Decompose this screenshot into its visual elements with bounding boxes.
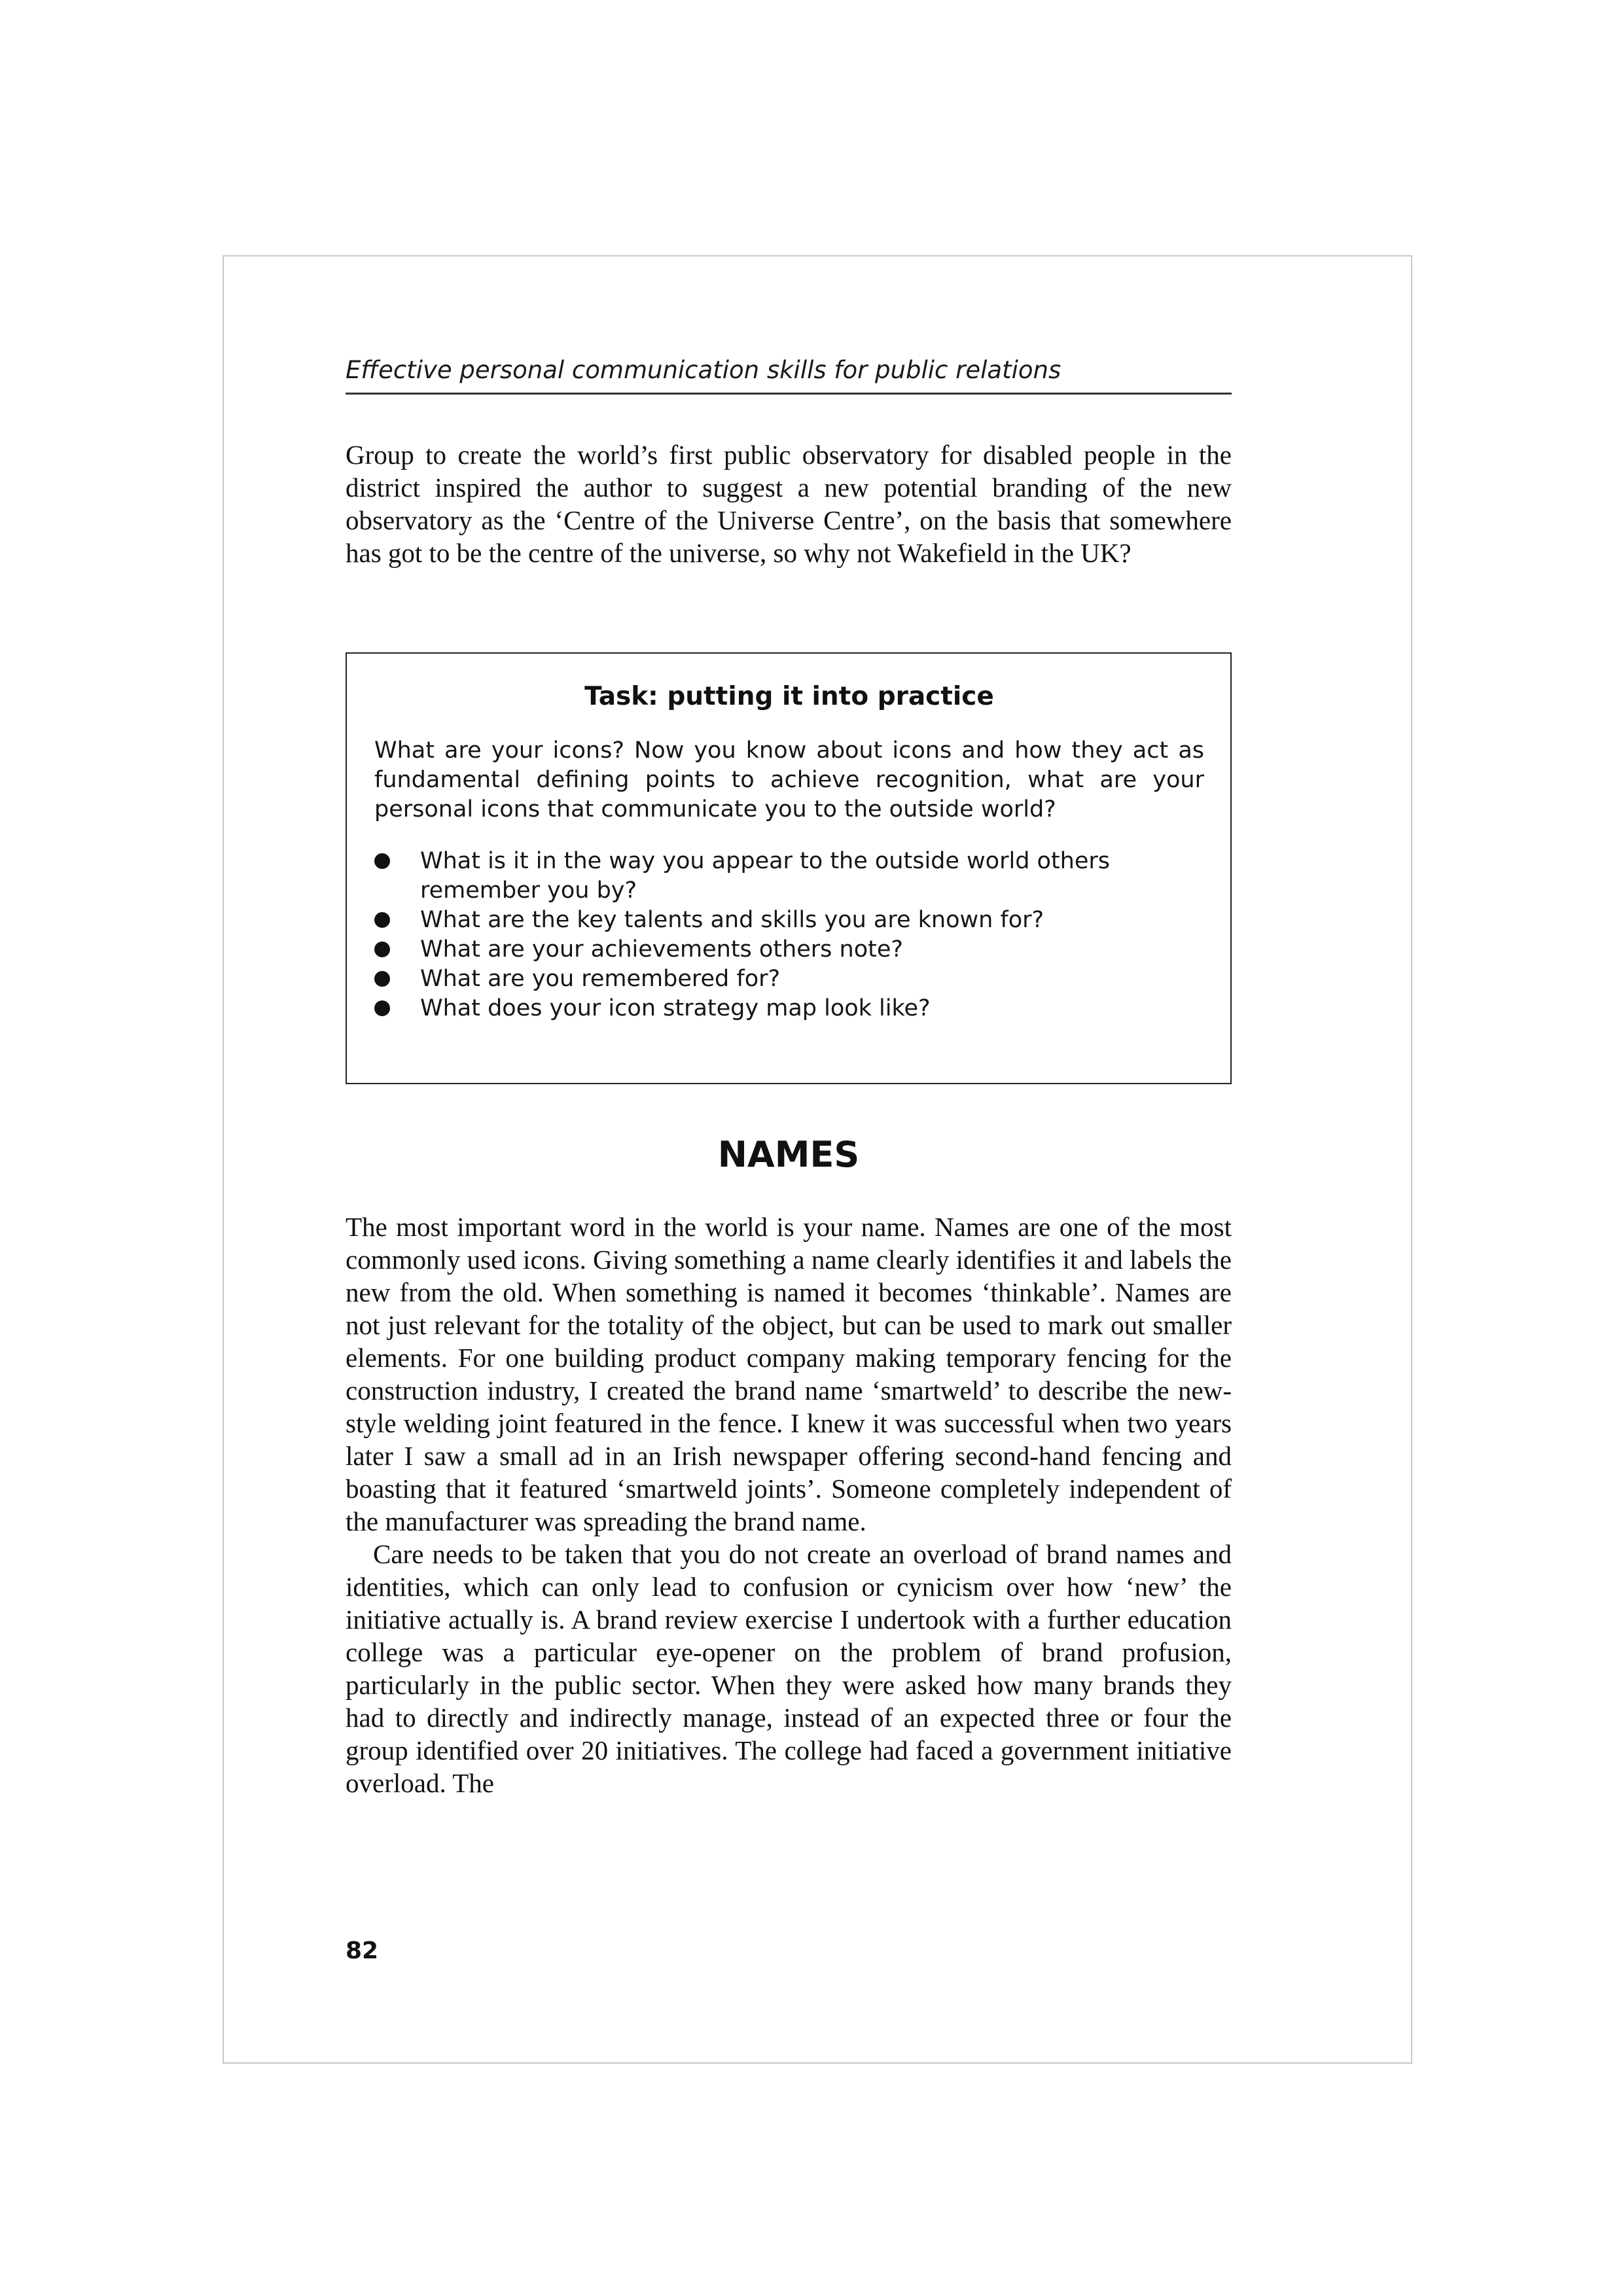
task-bullet-list	[374, 847, 1204, 1023]
bullet-icon	[374, 1000, 390, 1016]
bullet-icon	[374, 942, 390, 957]
task-box	[346, 652, 1232, 1084]
page-number: 82	[346, 1937, 379, 1964]
task-bullet-text: What are you remembered for?	[420, 966, 781, 992]
task-bullet-text: What does your icon strategy map look like?	[420, 995, 931, 1021]
task-bullet-item	[374, 847, 1204, 906]
task-bullet-item	[374, 964, 1204, 994]
body-paragraph: Care needs to be taken that you do not create an overload of brand names and identities, which can only lead to confusion or cynicism over how ‘new’ the initiative actually is. A brand review exercise I undertook with a further education college was a particular eye-opener on the problem of brand profusion, particularly in the public sector. When they were asked how many brands they had to directly and indirectly manage, instead of an expected three or four the group identified over 20 initiatives. The college had faced a government initiative overload. The	[346, 1539, 1232, 1798]
task-bullet-text: What are the key talents and skills you are known for?	[420, 907, 1044, 933]
task-bullet-item	[374, 935, 1204, 964]
intro-paragraph: Group to create the world’s first public observatory for disabled people in the district inspired the author to suggest a new potential branding of the new observatory as the ‘Centre of the Universe Centre’, on the basis that somewhere has got to be the centre of the universe, so why not Wakefield in the UK?	[346, 440, 1232, 568]
body-paragraph: The most important word in the world is your name. Names are one of the most commonly used icons. Giving something a name clearly identifies it and labels the new from the old. When something is named it becomes ‘thinkable’. Names are not just relevant for the totality of the object, but can be used to mark out smaller elements. For one building product company making temporary fencing for the construction industry, I created the brand name ‘smartweld’ to describe the new-style welding joint featured in the fence. I knew it was successful when two years later I saw a small ad in an Irish newspaper offering second-hand fencing and boasting that it featured ‘smartweld joints’. Someone completely independent of the manufacturer was spreading the brand name.	[346, 1212, 1232, 1536]
task-bullet-text: What are your achievements others note?	[420, 936, 903, 963]
bullet-icon	[374, 912, 390, 928]
task-box-paragraph: What are your icons? Now you know about icons and how they act as fundamental defining points to achieve recognition, what are your personal icons that communicate you to the outside world?	[374, 737, 1204, 822]
task-bullet-item	[374, 906, 1204, 935]
section-heading: NAMES	[717, 1134, 860, 1175]
running-header: Effective personal communication skills for public relations	[346, 352, 1232, 395]
task-bullet-text: What is it in the way you appear to the outside world others remember you by?	[420, 848, 1111, 904]
task-box-title: Task: putting it into practice	[584, 682, 994, 711]
section-body	[346, 1210, 1232, 1799]
bullet-icon	[374, 853, 390, 869]
task-bullet-item	[374, 994, 1204, 1023]
bullet-icon	[374, 971, 390, 987]
